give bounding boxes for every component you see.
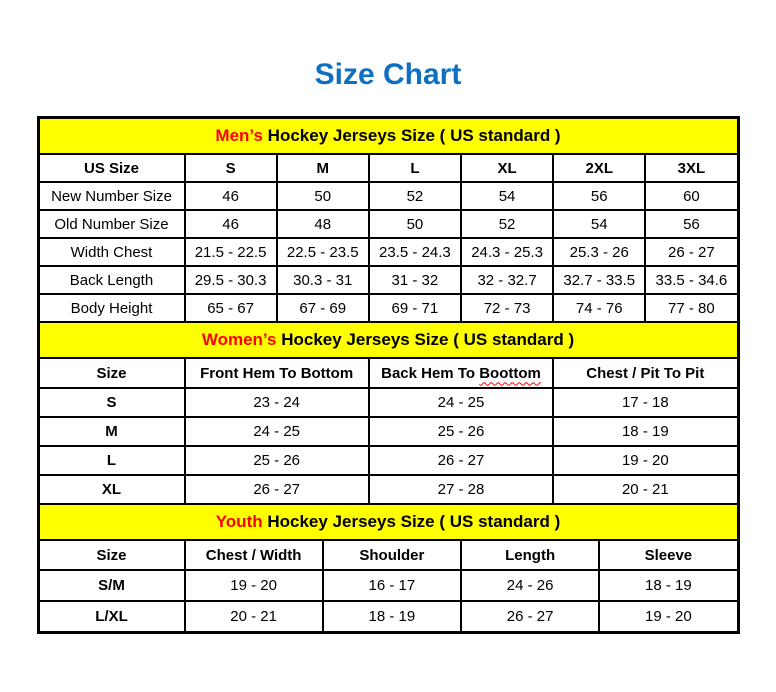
table-cell: 24 - 26 xyxy=(460,571,598,600)
table-cell: 19 - 20 xyxy=(184,571,322,600)
row-label-cell: S xyxy=(106,394,117,411)
table-cell: 22.5 - 23.5 xyxy=(276,239,368,265)
table-cell: 26 - 27 xyxy=(460,602,598,631)
table-cell: 20 - 21 xyxy=(184,602,322,631)
row-label-cell: Body Height xyxy=(70,299,153,317)
column-header-cell: L xyxy=(368,155,460,181)
column-header-row-womens xyxy=(40,357,737,387)
table-cell: 32 - 32.7 xyxy=(460,267,552,293)
table-cell: 65 - 67 xyxy=(184,295,276,321)
row-label-cell: Old Number Size xyxy=(54,215,169,233)
page-title: Size Chart xyxy=(314,58,462,91)
table-cell: 27 - 28 xyxy=(368,476,552,503)
column-header-cell: 3XL xyxy=(644,155,736,181)
table-cell: 23.5 - 24.3 xyxy=(368,239,460,265)
table-row xyxy=(40,181,737,209)
table-cell: 69 - 71 xyxy=(368,295,460,321)
table-cell: 52 xyxy=(460,211,552,237)
table-cell: 50 xyxy=(368,211,460,237)
table-cell: 25 - 26 xyxy=(184,447,368,474)
column-header-text: Back Hem To xyxy=(381,364,480,382)
table-cell: 56 xyxy=(552,183,644,209)
column-header-cell: Size xyxy=(96,546,127,564)
table-cell: 18 - 19 xyxy=(598,571,736,600)
section-header-youth xyxy=(40,503,737,539)
table-cell: 20 - 21 xyxy=(552,476,736,503)
table-cell: 56 xyxy=(644,211,736,237)
table-cell: 50 xyxy=(276,183,368,209)
table-cell: 31 - 32 xyxy=(368,267,460,293)
section-title-highlight: Youth xyxy=(215,512,263,531)
table-cell: 30.3 - 31 xyxy=(276,267,368,293)
section-header-mens xyxy=(40,119,737,153)
table-cell: 23 - 24 xyxy=(184,389,368,416)
table-cell: 54 xyxy=(552,211,644,237)
table-row xyxy=(40,416,737,445)
table-cell: 25.3 - 26 xyxy=(552,239,644,265)
table-cell: 33.5 - 34.6 xyxy=(644,267,736,293)
table-row xyxy=(40,474,737,503)
table-cell: 74 - 76 xyxy=(552,295,644,321)
column-header-cell: 2XL xyxy=(552,155,644,181)
table-cell: 24 - 25 xyxy=(184,418,368,445)
table-cell: 21.5 - 22.5 xyxy=(184,239,276,265)
row-label-cell: S/M xyxy=(98,577,125,594)
table-cell: 26 - 27 xyxy=(184,476,368,503)
row-label-cell: New Number Size xyxy=(51,187,172,205)
row-label-cell: M xyxy=(105,423,118,440)
table-row xyxy=(40,445,737,474)
table-cell: 32.7 - 33.5 xyxy=(552,267,644,293)
table-cell: 72 - 73 xyxy=(460,295,552,321)
column-header-cell: US Size xyxy=(83,159,140,177)
table-cell: 16 - 17 xyxy=(322,571,460,600)
row-label-cell: L/XL xyxy=(95,608,128,625)
table-cell: 77 - 80 xyxy=(644,295,736,321)
table-cell: 46 xyxy=(184,211,276,237)
table-cell: 25 - 26 xyxy=(368,418,552,445)
table-cell: 60 xyxy=(644,183,736,209)
column-header-cell: Chest / Width xyxy=(184,541,322,569)
column-header-cell: Sleeve xyxy=(598,541,736,569)
column-header-cell: S xyxy=(184,155,276,181)
column-header-cell: Chest / Pit To Pit xyxy=(552,359,736,387)
table-cell: 26 - 27 xyxy=(368,447,552,474)
table-cell: 18 - 19 xyxy=(552,418,736,445)
row-label-cell: L xyxy=(106,452,117,469)
table-cell: 19 - 20 xyxy=(598,602,736,631)
row-label-cell: Back Length xyxy=(69,271,154,289)
column-header-cell: Size xyxy=(96,364,127,382)
section-title-rest: Hockey Jerseys Size ( US standard ) xyxy=(262,512,561,531)
table-cell: 52 xyxy=(368,183,460,209)
column-header-cell xyxy=(368,359,552,387)
column-header-row-youth xyxy=(40,539,737,569)
column-header-cell: M xyxy=(276,155,368,181)
table-row xyxy=(40,293,737,321)
column-header-cell: Length xyxy=(460,541,598,569)
table-cell: 48 xyxy=(276,211,368,237)
table-cell: 46 xyxy=(184,183,276,209)
section-title-highlight: Men’s xyxy=(215,126,263,145)
table-cell: 17 - 18 xyxy=(552,389,736,416)
column-header-row-mens xyxy=(40,153,737,181)
table-cell: 19 - 20 xyxy=(552,447,736,474)
row-label-cell: XL xyxy=(101,481,122,498)
section-title-rest: Hockey Jerseys Size ( US standard ) xyxy=(262,126,561,145)
table-cell: 18 - 19 xyxy=(322,602,460,631)
table-cell: 29.5 - 30.3 xyxy=(184,267,276,293)
table-row xyxy=(40,265,737,293)
table-row xyxy=(40,237,737,265)
misspelled-word: Boottom xyxy=(479,364,541,382)
table-cell: 24.3 - 25.3 xyxy=(460,239,552,265)
column-header-cell: XL xyxy=(460,155,552,181)
table-row xyxy=(40,600,737,631)
table-row xyxy=(40,387,737,416)
column-header-cell: Front Hem To Bottom xyxy=(184,359,368,387)
table-cell: 54 xyxy=(460,183,552,209)
row-label-cell: Width Chest xyxy=(70,243,153,261)
table-cell: 24 - 25 xyxy=(368,389,552,416)
section-title-rest: Hockey Jerseys Size ( US standard ) xyxy=(276,330,575,349)
section-title-highlight: Women’s xyxy=(201,330,277,349)
table-row xyxy=(40,209,737,237)
column-header-cell: Shoulder xyxy=(322,541,460,569)
section-header-womens xyxy=(40,321,737,357)
table-row xyxy=(40,569,737,600)
table-cell: 67 - 69 xyxy=(276,295,368,321)
size-chart-table xyxy=(37,116,740,634)
table-cell: 26 - 27 xyxy=(644,239,736,265)
